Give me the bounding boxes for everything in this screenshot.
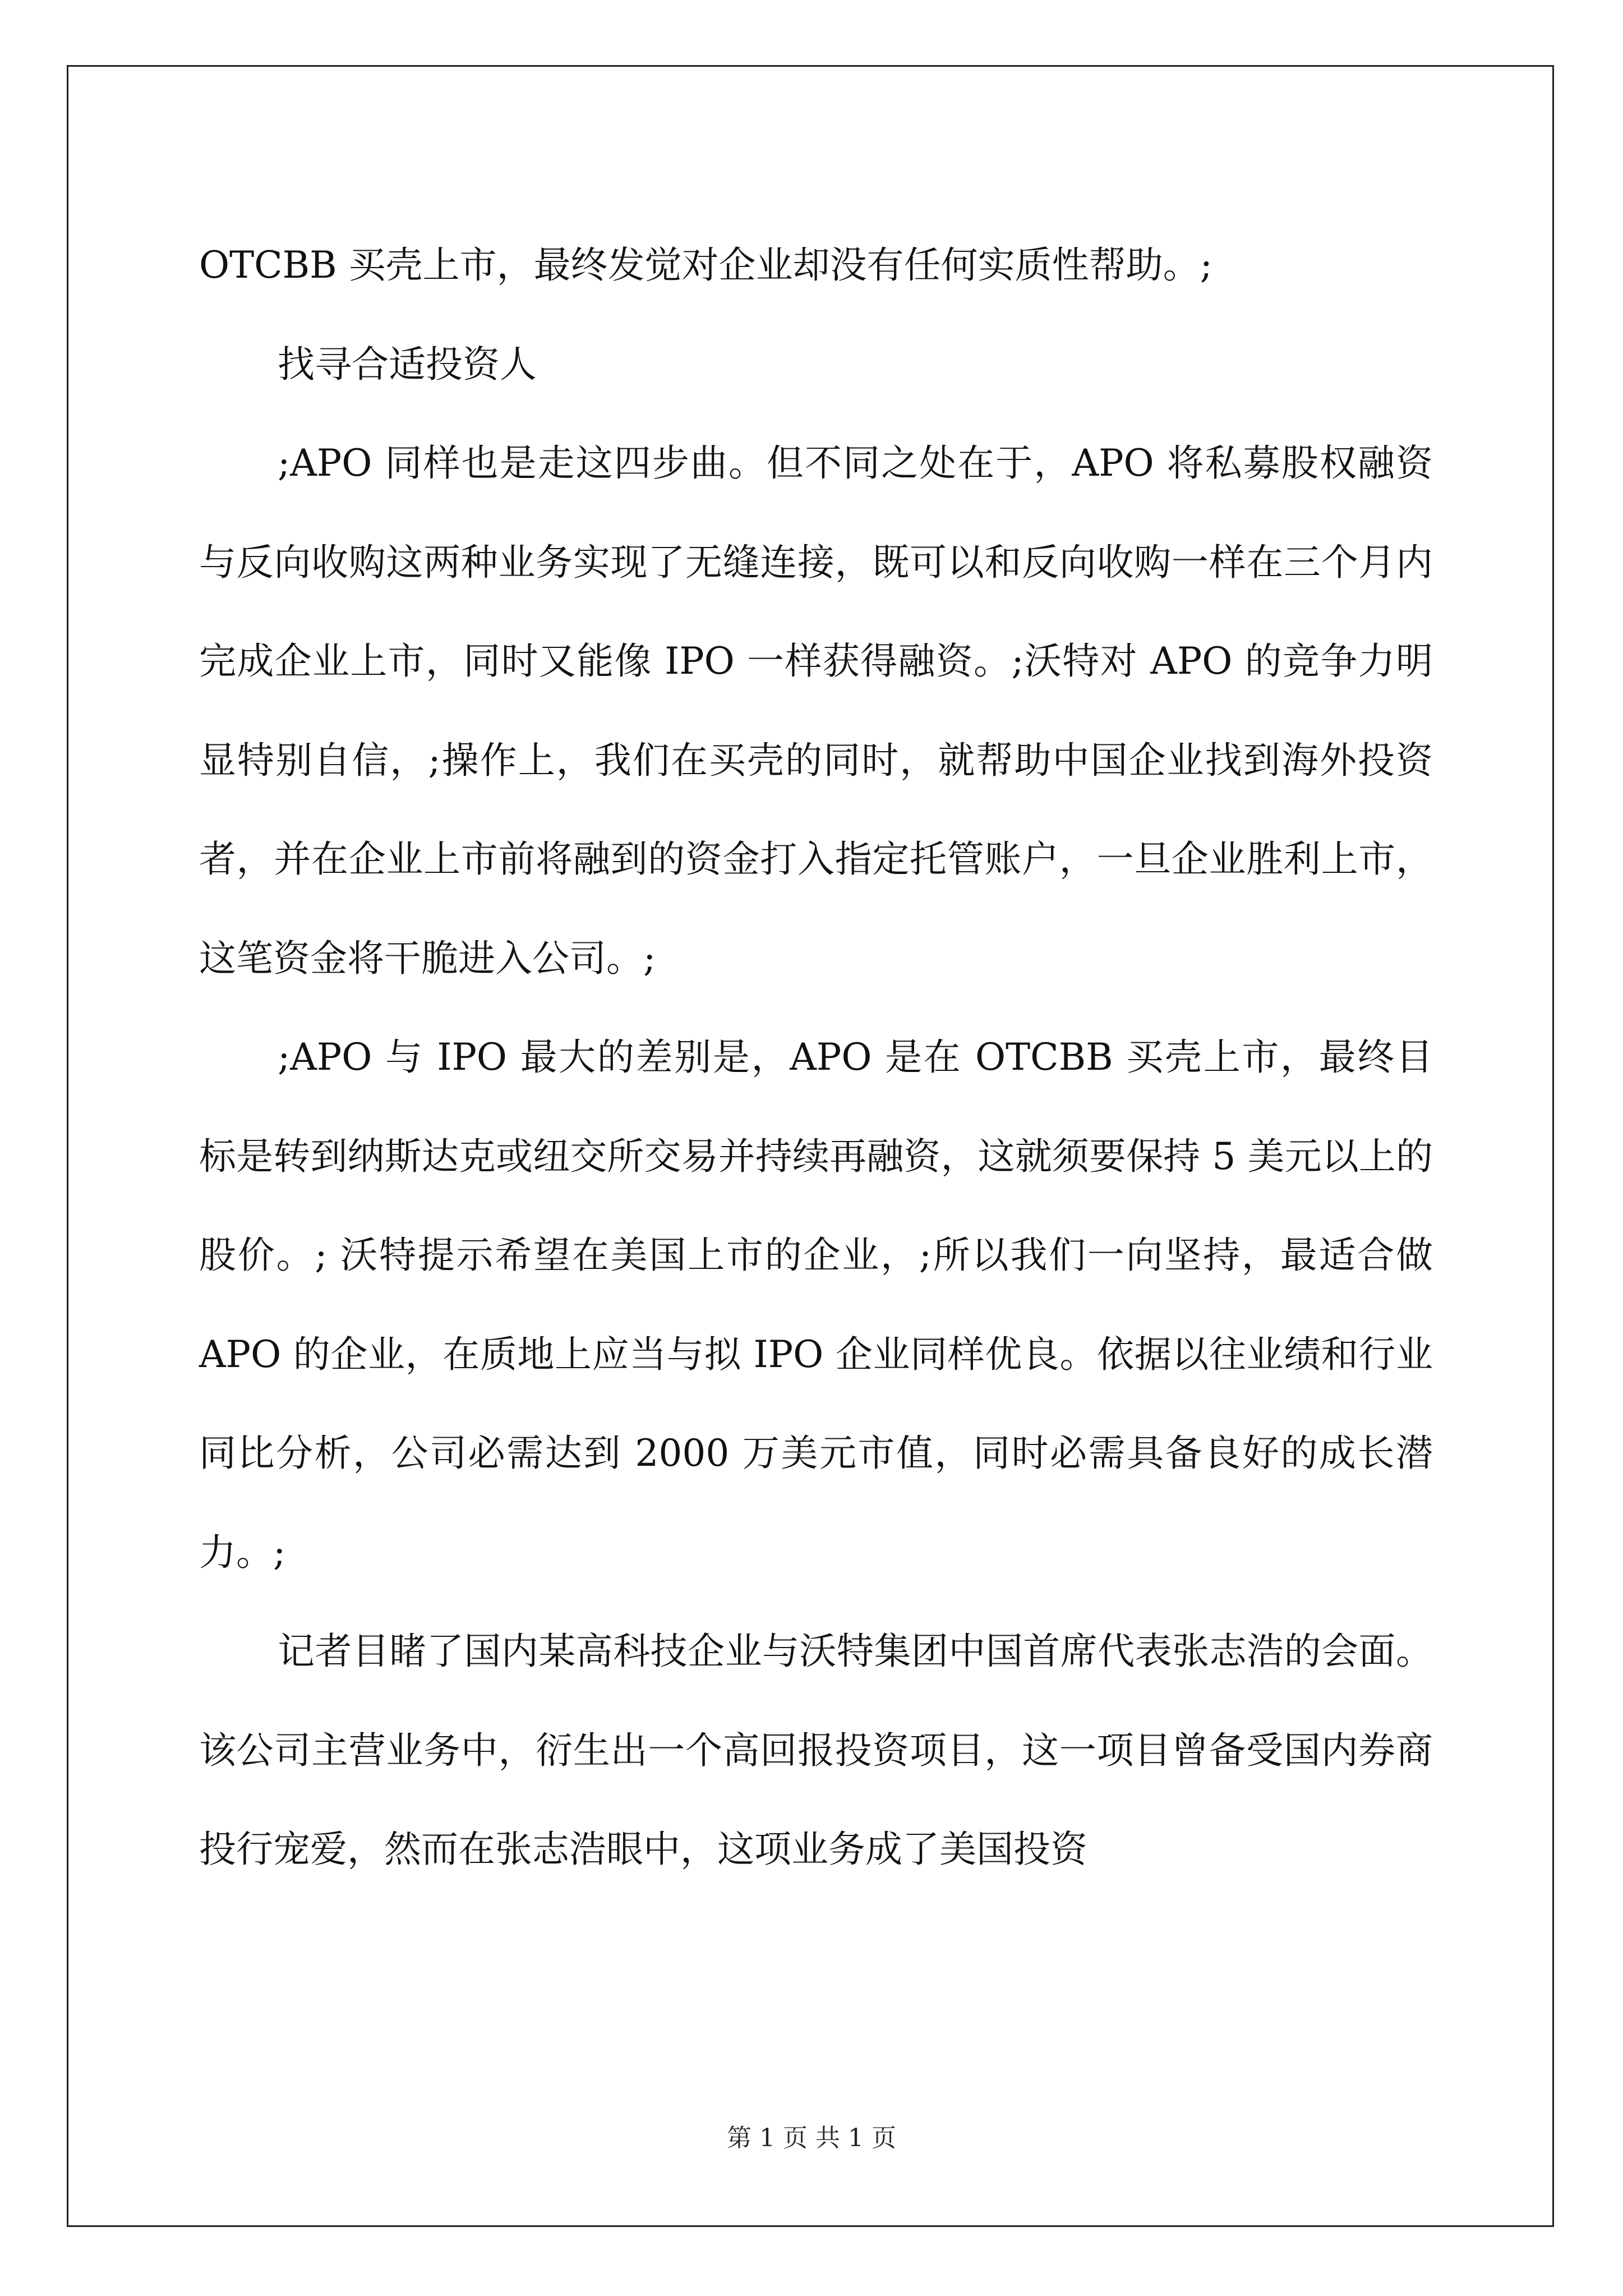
document-body [199,216,1433,1899]
paragraph-3: ;APO 同样也是走这四步曲。但不同之处在于，APO 将私募股权融资与反向收购这两种业务实现了无缝连接，既可以和反向收购一样在三个月内完成企业上市，同时又能像 IPO 一样获得融资。;沃特对 APO 的竞争力明显特别自信，;操作上，我们在买壳的同时，就帮助中国企业找到海外投资者，并在企业上市前将融到的资金打入指定托管账户，一旦企业胜利上市，这笔资金将干脆进入公司。; [199,441,1433,980]
paragraph-heading: 找寻合适投资人 [278,342,537,386]
page-number-footer: 第 1 页 共 1 页 [727,2124,896,2152]
paragraph-1: OTCBB 买壳上市，最终发觉对企业却没有任何实质性帮助。; [199,243,1212,287]
paragraph-4: ;APO 与 IPO 最大的差别是，APO 是在 OTCBB 买壳上市，最终目标是转到纳斯达克或纽交所交易并持续再融资，这就须要保持 5 美元以上的股价。; 沃特提示希望在美国上市的企业，;所以我们一向坚持，最适合做 APO 的企业，在质地上应当与拟 IPO 企业同样优良。依据以往业绩和行业同比分析，公司必需达到 2000 万美元市值，同时必需具备良好的成长潜力。; [199,1036,1433,1574]
paragraph-5: 记者目睹了国内某高科技企业与沃特集团中国首席代表张志浩的会面。该公司主营业务中，衍生出一个高回报投资项目，这一项目曾备受国内券商投行宠爱，然而在张志浩眼中，这项业务成了美国投资 [199,1630,1433,1871]
